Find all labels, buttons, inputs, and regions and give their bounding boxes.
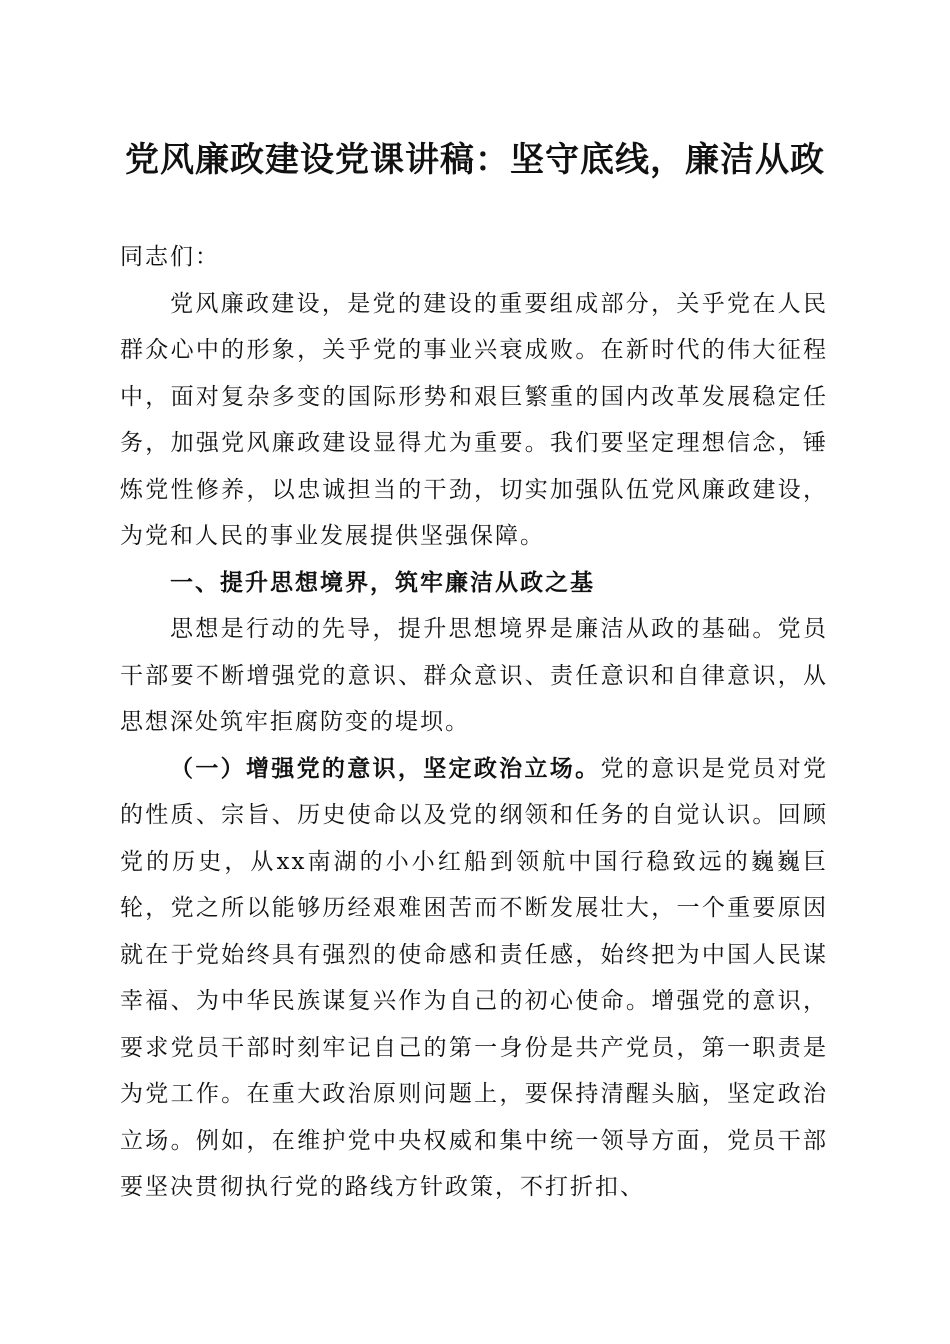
document-body xyxy=(120,234,828,1211)
document-title: 党风廉政建设党课讲稿：坚守底线，廉洁从政 xyxy=(125,140,825,180)
salutation: 同志们： xyxy=(120,244,220,270)
intro-paragraph: 党风廉政建设，是党的建设的重要组成部分，关乎党在人民群众心中的形象，关乎党的事业兴衰成败。在新时代的伟大征程中，面对复杂多变的国际形势和艰巨繁重的国内改革发展稳定任务，加强党风廉政建设显得尤为重要。我们要坚定理想信念，锤炼党性修养，以忠诚担当的干劲，切实加强队伍党风廉政建设，为党和人民的事业发展提供坚强保障。 xyxy=(120,290,828,549)
subsection-paragraph xyxy=(120,746,828,1211)
section-heading: 一、提升思想境界，筑牢廉洁从政之基 xyxy=(170,569,595,596)
subsection-heading: （一）增强党的意识，坚定政治立场。 xyxy=(170,755,601,782)
section-paragraph: 思想是行动的先导，提升思想境界是廉洁从政的基础。党员干部要不断增强党的意识、群众意识、责任意识和自律意识，从思想深处筑牢拒腐防变的堤坝。 xyxy=(120,616,828,735)
subsection-text: 党的意识是党员对党的性质、宗旨、历史使命以及党的纲领和任务的自觉认识。回顾党的历史，从xx南湖的小小红船到领航中国行稳致远的巍巍巨轮，党之所以能够历经艰难困苦而不断发展壮大，一个重要原因就在于党始终具有强烈的使命感和责任感，始终把为中国人民谋幸福、为中华民族谋复兴作为自己的初心使命。增强党的意识，要求党员干部时刻牢记自己的第一身份是共产党员，第一职责是为党工作。在重大政治原则问题上，要保持清醒头脑，坚定政治立场。例如，在维护党中央权威和集中统一领导方面，党员干部要坚决贯彻执行党的路线方针政策，不打折扣、 xyxy=(120,755,829,1200)
